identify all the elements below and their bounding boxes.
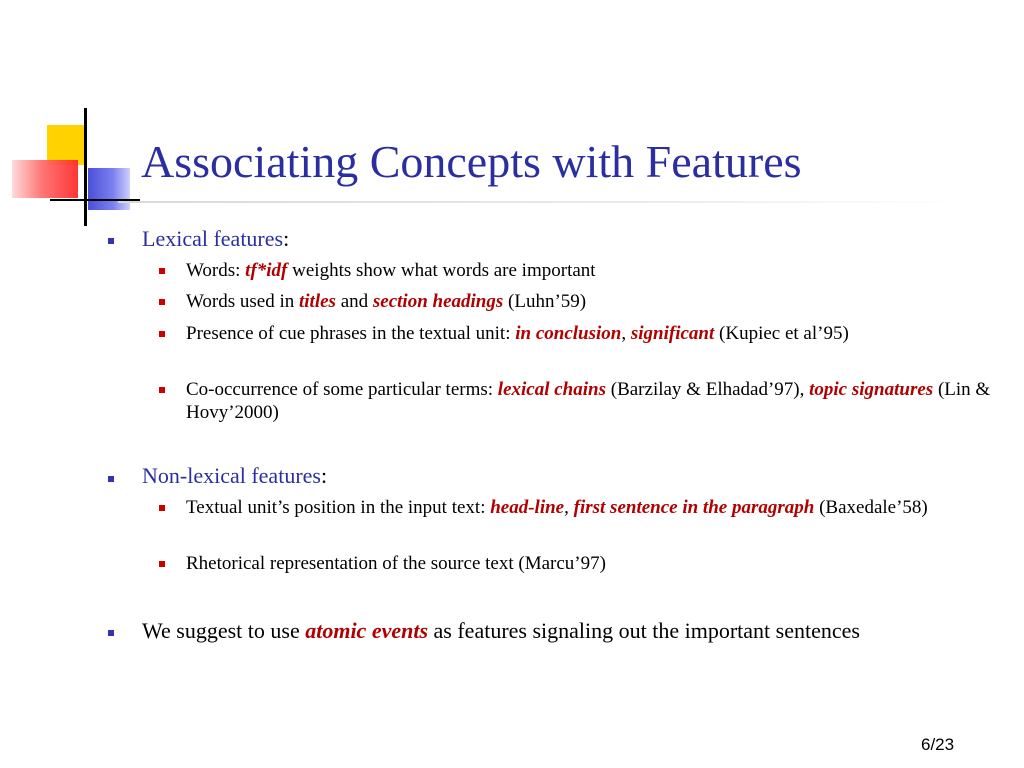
subbullet-rhetorical: Rhetorical representation of the source text (Marcu’97) xyxy=(186,553,606,574)
subbullet-cue-phrases: Presence of cue phrases in the textual unit: in conclusion, significant (Kupiec et al’95) xyxy=(186,323,849,344)
square-bullet-icon xyxy=(108,630,114,636)
square-bullet-icon xyxy=(108,476,114,482)
subbullet-co-occurrence: Co-occurrence of some particular terms: lexical chains (Barzilay & Elhadad’97), topic signatures (Lin & Hovy’2000) xyxy=(186,379,991,423)
square-bullet-icon xyxy=(159,387,165,393)
slide-title: Associating Concepts with Features xyxy=(141,136,802,187)
square-bullet-icon xyxy=(108,238,114,244)
title-divider xyxy=(118,201,968,203)
square-bullet-icon xyxy=(159,561,165,567)
red-rectangle xyxy=(12,160,78,198)
subbullet-titles: Words used in titles and section headings (Luhn’59) xyxy=(186,291,587,312)
bullet-non-lexical-features: Non-lexical features: xyxy=(142,463,328,488)
bullet-suggestion: We suggest to use atomic events as features signaling out the important sentences xyxy=(142,618,860,643)
square-bullet-icon xyxy=(159,268,165,274)
yellow-square xyxy=(47,125,87,165)
square-bullet-icon xyxy=(159,299,165,305)
vertical-line xyxy=(84,108,87,226)
subbullet-position: Textual unit’s position in the input text: head-line, first sentence in the paragraph (Baxedale’58) xyxy=(186,497,928,518)
lexical-features-label: Lexical features xyxy=(142,226,284,251)
non-lexical-features-label: Non-lexical features xyxy=(142,463,321,488)
blue-square xyxy=(88,168,130,210)
subbullet-words: Words: tf*idf weights show what words are important xyxy=(186,260,596,281)
square-bullet-icon xyxy=(159,331,165,337)
bullet-lexical-features: Lexical features: xyxy=(142,226,290,251)
square-bullet-icon xyxy=(159,505,165,511)
decorative-logo xyxy=(0,0,140,230)
page-number: 6/23 xyxy=(921,735,955,754)
